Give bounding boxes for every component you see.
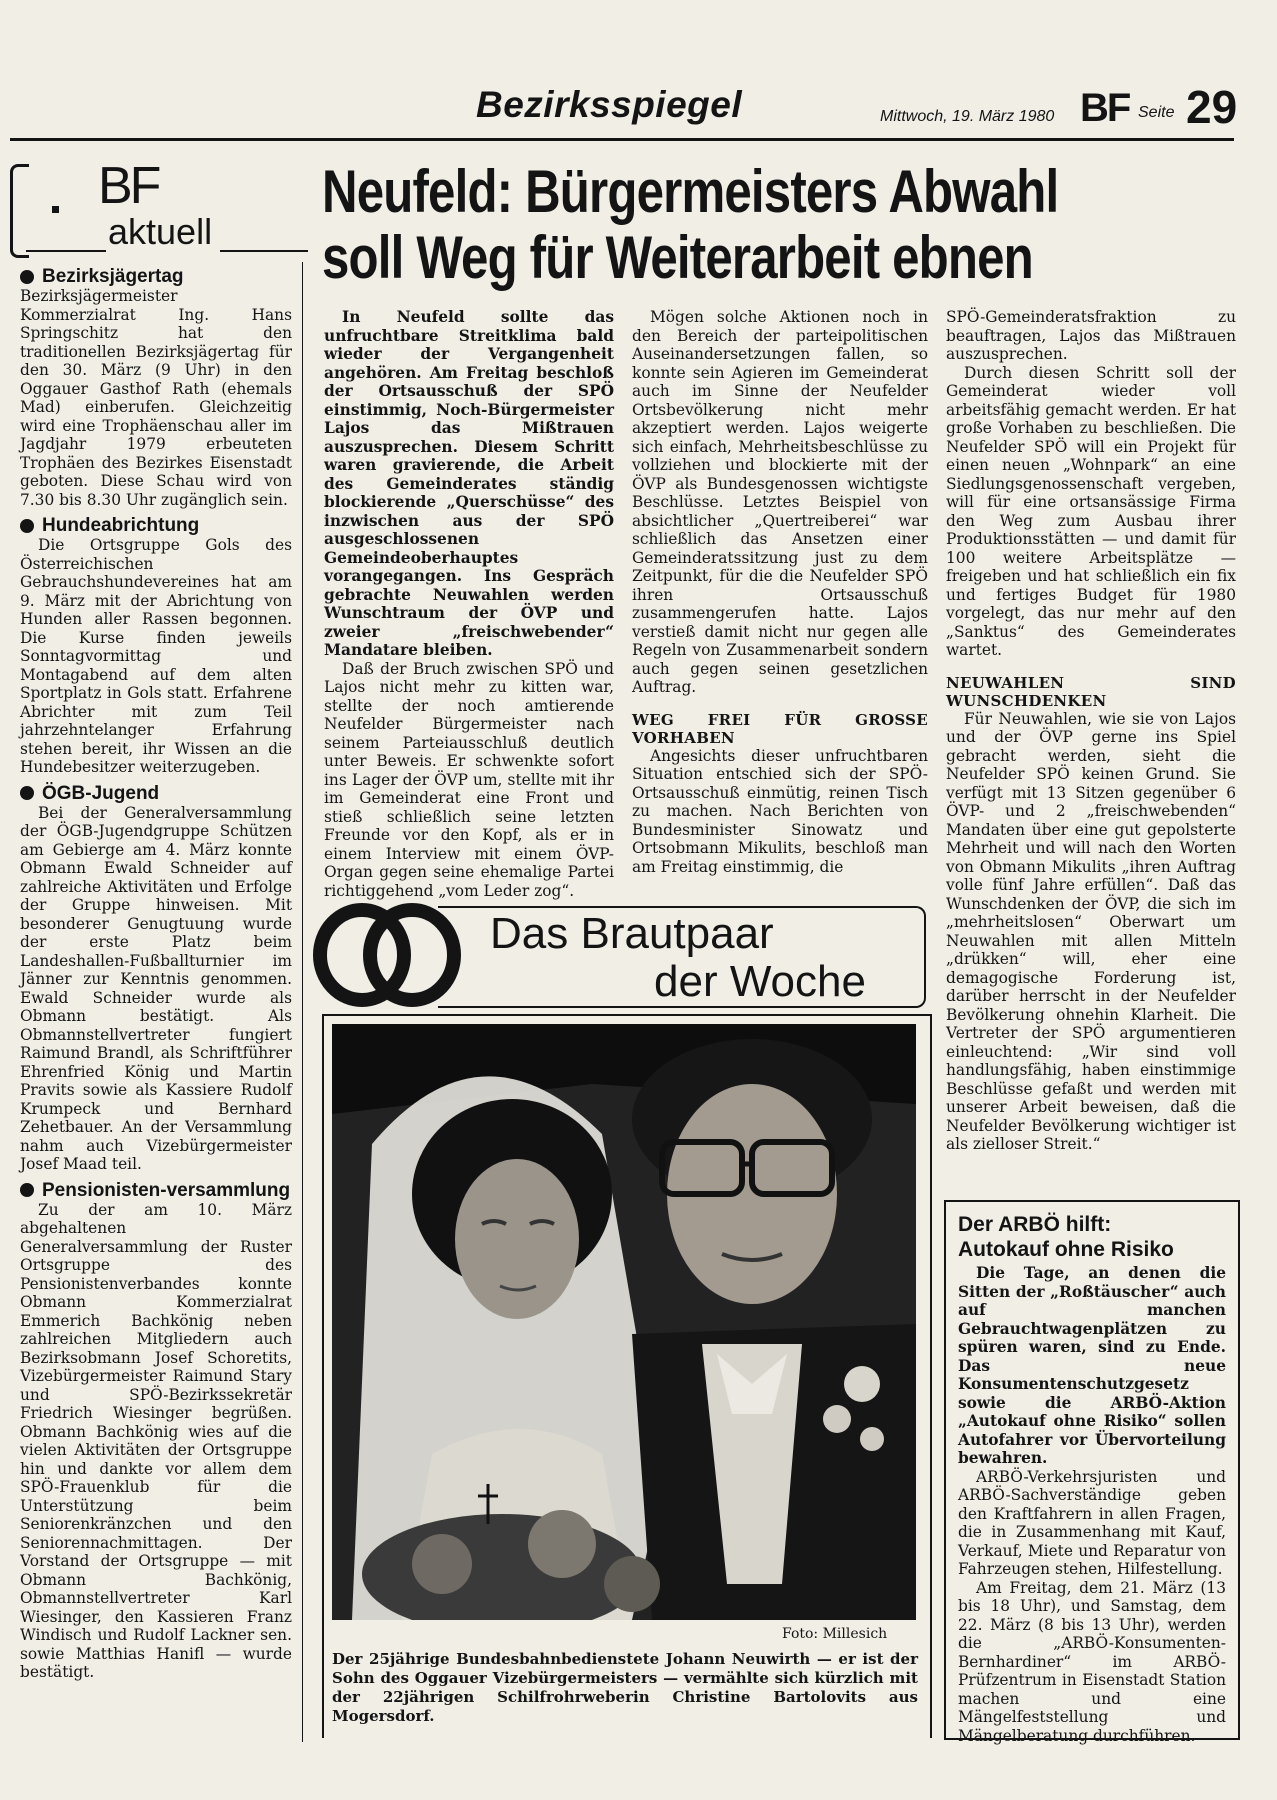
logo-bf: BF bbox=[98, 157, 159, 215]
arbo-paragraph: ARBÖ-Verkehrsjuristen und ARBÖ-Sachverständige geben den Kraftfahrern in allen Fragen, die in Zusammenhang mit Kauf, Verkauf, Miete und Reparatur von Fahrzeugen stehen, Hilfestellung. bbox=[958, 1467, 1226, 1578]
brautpaar-photo bbox=[332, 1024, 916, 1620]
sidebar-item-text: Die Ortsgruppe Gols des Österreichischen Gebrauchshundevereines hat am 9. März mit der Abrichtung von Hunden aller Rassen begonnen. Die Kurse finden jeweils Sonntagvormittag und Montagabend auf dem alten Sportplatz in Gols statt. Erfahrene Abrichter mit zum Teil jahrzehntelanger Erfahrung stehen bereit, ihr Wissen an die Hundebesitzer weiterzugeben. bbox=[20, 536, 292, 776]
sidebar-item-title: ÖGB-Jugend bbox=[20, 783, 292, 804]
arbo-title-line2: Autokauf ohne Risiko bbox=[958, 1238, 1174, 1261]
bullet-icon bbox=[20, 786, 34, 800]
sidebar-item-title: Hundeabrichtung bbox=[20, 515, 292, 536]
article-paragraph: Angesichts dieser unfruchtbaren Situation entschied sich der SPÖ-Ortsausschuß einmütig, reinen Tisch zu machen. Nach Berichten von Bundesminister Sinowatz und Ortsobmann Mikulits, beschloß man am Freitag einstimmig, die bbox=[632, 746, 928, 876]
brautpaar-title-line2: der Woche bbox=[654, 957, 866, 1006]
sidebar-item-text: Bei der Generalversammlung der ÖGB-Jugendgruppe Schützen am Gebierge am 4. März konnte Obmann Ewald Schneider auf zahlreiche Aktivitäten und Erfolge der Gruppe hinweisen. Mit besonderer Genugtuung wurde der erste Platz beim Landeshallen-Fußballturnier im Jänner zur Kenntnis genommen. Ewald Schneider wurde als Obmann bestätigt. Als Obmannstellvertreter fungiert Raimund Brandl, als Schriftführer Ehrenfried König und Martin Pravits sowie als Kassiere Rudolf Krumpeck und Bernhard Zehetbauer. An der Versammlung nahm auch Vizebürgermeister Josef Maad teil. bbox=[20, 803, 292, 1173]
arbo-lead: Die Tage, an denen die Sitten der „Roßtäuscher“ auch auf manchen Gebrauchtwagenplätzen zu spüren waren, sind zu Ende. Das neue Konsumentenschutzgesetz sowie die ARBÖ-Aktion „Autokauf ohne Risiko“ sollen Autofahrer vor Übervorteilung bewahren. bbox=[958, 1264, 1226, 1467]
arbo-content bbox=[958, 1212, 1226, 1745]
bullet-icon bbox=[20, 1183, 34, 1197]
newspaper-logo: BF bbox=[1080, 86, 1130, 130]
bullet-icon bbox=[20, 270, 34, 284]
article-headline-line2: soll Weg für Weiterarbeit ebnen bbox=[322, 224, 1033, 291]
article-lead: In Neufeld sollte das unfruchtbare Streitklima bald wieder der Vergangenheit angehören. Am Freitag beschloß der Ortsausschuß der SPÖ einstimmig, Noch-Bürgermeister Lajos das Mißtrauen auszusprechen. Diesem Schritt waren gravierende, die Arbeit des Gemeinderates ständig blockierende „Querschüsse“ des inzwischen aus der SPÖ ausgeschlossenen Gemeindeoberhauptes vorangegangen. Ins Gespräch gebrachte Neuwahlen werden Wunschtraum der ÖVP und zweier „freischwebender“ Mandatare bleiben. bbox=[324, 308, 614, 659]
article-paragraph: SPÖ-Gemeinderatsfraktion zu beauftragen, Lajos das Mißtrauen auszusprechen. bbox=[946, 308, 1236, 363]
section-title: Bezirksspiegel bbox=[476, 84, 743, 125]
sidebar-item-title: Pensionisten-versammlung bbox=[20, 1180, 292, 1201]
photo-credit: Foto: Millesich bbox=[782, 1626, 888, 1642]
logo-dot bbox=[52, 206, 59, 213]
page-number: 29 bbox=[1186, 81, 1238, 133]
sidebar-item-text: Bezirksjägermeister Kommerzialrat Ing. Hans Springschitz hat den traditionellen Bezirksjägertag für den 30. März (9 Uhr) in den Oggauer Gasthof Rath (ehemals Mad) einberufen. Gleichzeitig wird eine Trophäenschau aller im Jagdjahr 1979 erbeuteten Trophäen des Bezirkes Eisenstadt geboten. Diese Schau wird von 7.30 bis 8.30 Uhr zugänglich sein. bbox=[20, 287, 292, 509]
sidebar-item-text: Zu der am 10. März abgehaltenen Generalversammlung der Ruster Ortsgruppe des Pensionistenverbandes konnte Obmann Kommerzialrat Emmerich Bachkönig neben zahlreichen Mitgliedern auch Bezirksobmann Josef Schoretits, Vizebürgermeister Raimund Stary und SPÖ-Bezirkssekretär Friedrich Wiesinger begrüßen. Obmann Bachkönig wies auf die vielen Aktivitäten der Ortsgruppe hin und dankte vor allem dem SPÖ-Frauenklub für die Unterstützung beim Seniorenkränzchen und den Seniorennachmittagen. Der Vorstand der Ortsgruppe — mit Obmann Bachkönig, Obmannstellvertreter Karl Wiesinger, den Kassieren Franz Windisch und Rudolf Lackner sen. sowie Matthias Hanifl — wurde bestätigt. bbox=[20, 1200, 292, 1681]
article-subheading: WEG FREI FÜR GROSSE VORHABEN bbox=[632, 710, 928, 747]
article-paragraph: Mögen solche Aktionen noch in den Bereich der parteipolitischen Auseinandersetzungen fallen, so konnte sein Agieren im Gemeinderat auch im Sinne der Neufelder Ortsbevölkerung nicht mehr akzeptiert werden. Lajos weigerte sich einfach, Mehrheitsbeschlüsse zu vollziehen und blockierte mit der ÖVP als Bundesgenossen wichtigste Beschlüsse. Letztes Beispiel von absichtlicher „Quertreiberei“ war schließlich das Ansetzen einer Gemeinderatssitzung just zu dem Zeitpunkt, für die die Neufelder SPÖ ihren Ortsausschuß zusammengerufen hatte. Lajos verstieß damit nicht nur gegen alle Regeln von Zusammenarbeit sondern auch gegen seinen gesetzlichen Auftrag. bbox=[632, 308, 928, 696]
page-label: Seite bbox=[1138, 104, 1175, 121]
logo-bracket bbox=[10, 164, 29, 258]
article-column-3 bbox=[946, 308, 1236, 1154]
logo-underline bbox=[26, 250, 106, 252]
article-paragraph: Daß der Bruch zwischen SPÖ und Lajos nicht mehr zu kitten war, stellte der noch amtierende Neufelder Bürgermeister nach seinem Parteiausschluß deutlich unter Beweis. Er schwenkte sofort ins Lager der ÖVP um, stellte mit ihr im Gemeinderat eine Front und stieß schließlich seine letzten Freunde vor den Kopf, als er in einem Interview mit einem ÖVP-Organ gegen seine ehemalige Partei richtiggehend „vom Leder zog“. bbox=[324, 659, 614, 900]
article-paragraph: Für Neuwahlen, wie sie von Lajos und der ÖVP gerne ins Spiel gebracht werden, sieht die Neufelder SPÖ keinen Grund. Sie verfügt mit 13 Sitzen gegenüber 6 ÖVP- und 2 „freischwebenden“ Mandaten über eine gut gepolsterte Mehrheit und will nach den Worten von Obmann Mikulits „ihren Auftrag volle fünf Jahre erfüllen“. Daß das Wunschdenken der ÖVP, die sich im „mehrheitslosen“ Oberwart um Neuwahlen mit allen Mitteln „drükken“ will, eher eine demagogische Forderung ist, darüber herrscht in der Neufelder Bevölkerung ohnehin Klarheit. Die Vertreter der SPÖ argumentieren einleuchtend: „Wir sind voll handlungsfähig, haben einstimmige Beschlüsse gefaßt und werden mit unserer Arbeit beweisen, daß die Neufelder Bevölkerung wichtiger ist als zielloser Streit.“ bbox=[946, 709, 1236, 1153]
arbo-title-line1: Der ARBÖ hilft: bbox=[958, 1213, 1112, 1236]
article-paragraph: Durch diesen Schritt soll der Gemeinderat wieder voll arbeitsfähig gemacht werden. Er hat große Vorhaben zu beschließen. Die Neufelder SPÖ will ein Projekt für einen neuen „Wohnpark“ an eine Siedlungsgenossenschaft vergeben, will für eine ortsansässige Firma den Weg zum Ausbau ihrer Produktionsstätten — und damit für 100 weitere Arbeitsplätze — freigeben und hat schließlich ein fix und fertiges Budget für 1980 vorgelegt, das nur mehr auf den „Sanktus“ des Gemeinderates wartet. bbox=[946, 363, 1236, 659]
sidebar-news bbox=[20, 266, 292, 1682]
logo-aktuell: aktuell bbox=[108, 211, 213, 252]
arbo-paragraph: Am Freitag, dem 21. März (13 bis 18 Uhr), und Samstag, dem 22. März (8 bis 13 Uhr), werden die „ARBÖ-Konsumenten-Bernhardiner“ im ARBÖ-Prüfzentrum in Eisenstadt Station machen und eine Mängelfeststellung und Mängelberatung durchführen. bbox=[958, 1578, 1226, 1745]
header-rule bbox=[10, 138, 1234, 141]
article-subheading: NEUWAHLEN SIND WUNSCHDENKEN bbox=[946, 673, 1236, 710]
article-headline-line1: Neufeld: Bürgermeisters Abwahl bbox=[322, 158, 1059, 225]
sidebar-column-rule bbox=[302, 262, 303, 1742]
bf-aktuell-logo bbox=[10, 157, 308, 256]
logo-underline-right bbox=[220, 250, 308, 252]
bullet-icon bbox=[20, 519, 34, 533]
issue-date: Mittwoch, 19. März 1980 bbox=[880, 108, 1055, 125]
brautpaar-caption: Der 25jährige Bundesbahnbedienstete Johann Neuwirth — er ist der Sohn des Oggauer Vizebürgermeisters — vermählte sich kürzlich mit der 22jährigen Schilfrohrweberin Christine Bartolovits aus Mogersdorf. bbox=[332, 1650, 918, 1725]
sidebar-item-title: Bezirksjägertag bbox=[20, 266, 292, 287]
brautpaar-title-line1: Das Brautpaar bbox=[490, 909, 774, 958]
article-column-2 bbox=[632, 308, 928, 876]
article-column-1 bbox=[324, 308, 614, 900]
